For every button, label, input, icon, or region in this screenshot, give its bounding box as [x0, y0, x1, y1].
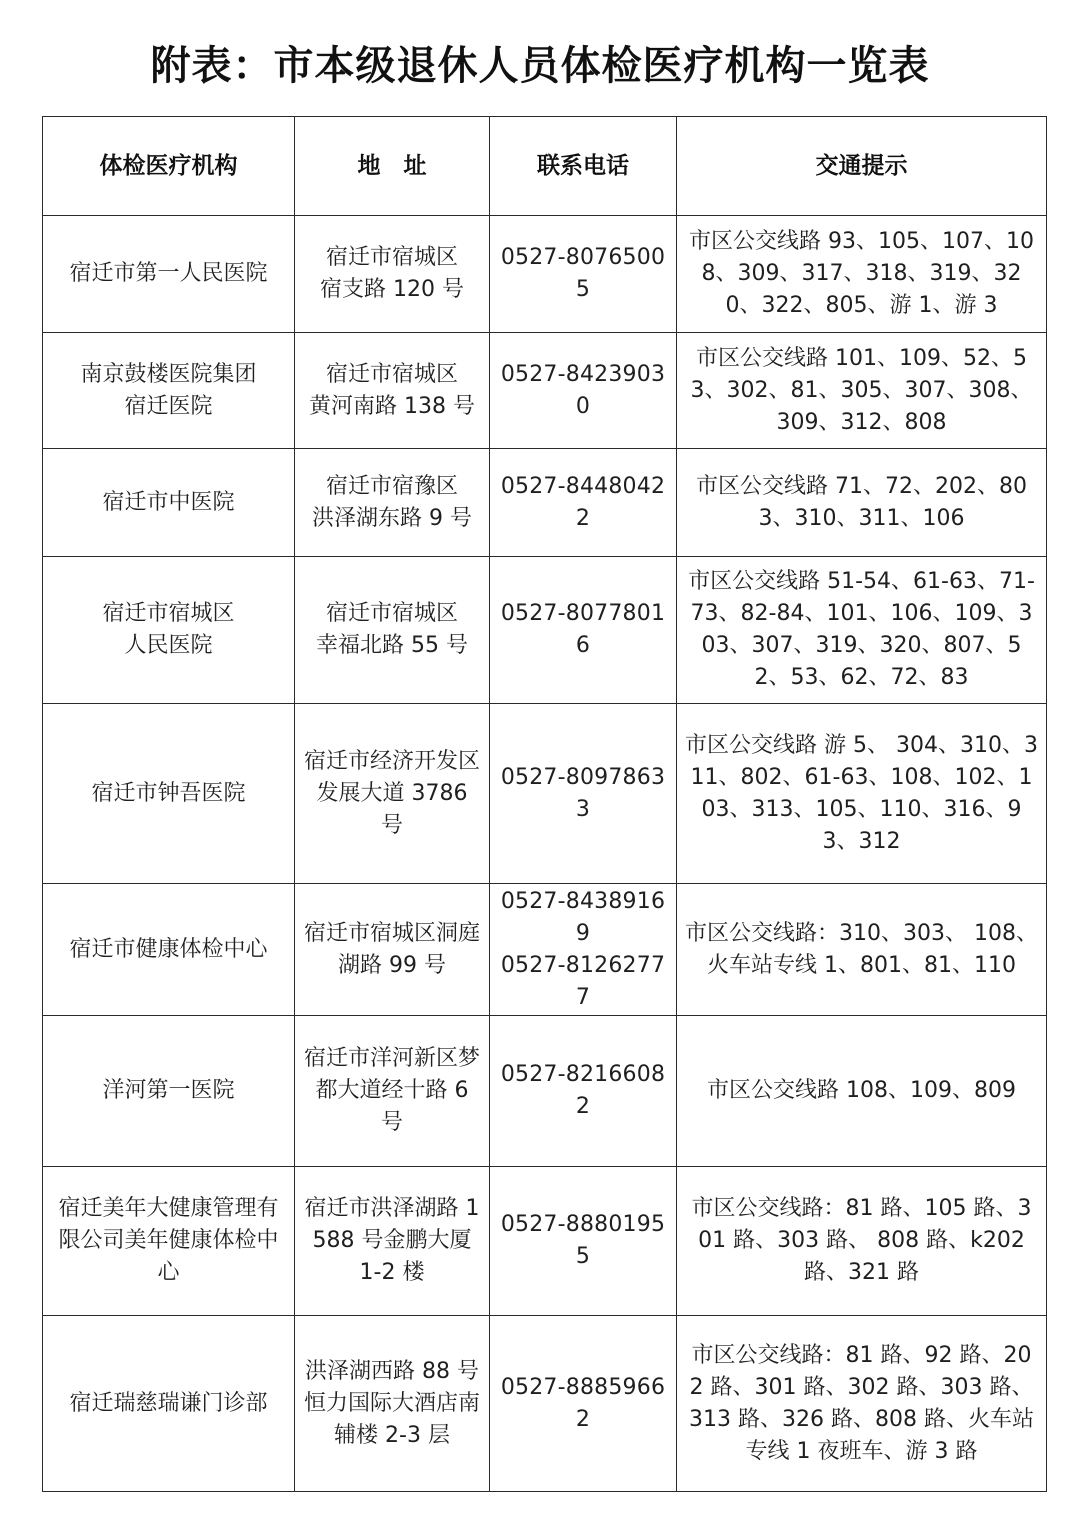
transit-cell [677, 1316, 1047, 1492]
transit-info: 市区公交线路：81 路、105 路、301 路、303 路、 808 路、k202 路、321 路 [691, 1196, 1032, 1285]
phone-number: 0527-84239030 [500, 361, 666, 419]
transit-cell [677, 1016, 1047, 1167]
table-row [43, 1016, 1047, 1167]
institution-name: 宿迁市中医院 [102, 489, 235, 515]
table-row [43, 704, 1047, 884]
table-row [43, 1316, 1047, 1492]
address-cell [295, 884, 490, 1016]
header-transit: 交通提示 [677, 117, 1047, 216]
transit-cell [677, 216, 1047, 333]
phone-cell [490, 1016, 677, 1167]
transit-info: 市区公交线路 93、105、107、108、309、317、318、319、320、322、805、游 1、游 3 [689, 229, 1034, 318]
transit-cell [677, 449, 1047, 557]
transit-info: 市区公交线路 108、109、809 [707, 1078, 1016, 1103]
table-row [43, 1167, 1047, 1316]
table-row [43, 884, 1047, 1016]
address-cell [295, 704, 490, 884]
header-institution: 体检医疗机构 [43, 117, 295, 216]
institution-name-cell [43, 884, 295, 1016]
institution-name-cell [43, 449, 295, 557]
address: 宿迁市宿豫区 洪泽湖东路 9 号 [312, 473, 472, 531]
institution-table [42, 116, 1047, 1492]
phone-number: 0527-88859662 [500, 1374, 666, 1432]
header-address: 地 址 [295, 117, 490, 216]
transit-cell [677, 333, 1047, 449]
address: 洪泽湖西路 88 号恒力国际大酒店南辅楼 2-3 层 [303, 1358, 480, 1448]
transit-info: 市区公交线路 71、72、202、803、310、311、106 [696, 473, 1027, 531]
institution-name: 宿迁市第一人民医院 [69, 261, 268, 286]
transit-info: 市区公交线路：81 路、92 路、202 路、301 路、302 路、303 路、313 路、326 路、808 路、火车站专线 1 夜班车、游 3 路 [689, 1342, 1034, 1464]
phone-number: 0527-88801955 [500, 1212, 666, 1269]
address: 宿迁市宿城区洞庭湖路 99 号 [303, 920, 480, 978]
table-row [43, 449, 1047, 557]
transit-info: 市区公交线路 游 5、 304、310、311、802、61-63、108、102、103、313、105、110、316、93、312 [685, 732, 1038, 854]
table-row [43, 557, 1047, 704]
address: 宿迁市洋河新区梦都大道经十路 6 号 [303, 1046, 480, 1135]
address: 宿迁市宿城区 黄河南路 138 号 [309, 361, 475, 419]
address: 宿迁市经济开发区发展大道 3786 号 [303, 748, 480, 838]
transit-cell [677, 704, 1047, 884]
transit-info: 市区公交线路 101、109、52、53、302、81、305、307、308、309、312、808 [690, 345, 1033, 435]
address-cell [295, 1316, 490, 1492]
phone-cell [490, 333, 677, 449]
address-cell [295, 216, 490, 333]
phone-cell [490, 704, 677, 884]
address-cell [295, 1016, 490, 1167]
institution-name: 宿迁瑞慈瑞谦门诊部 [69, 1390, 268, 1416]
address-cell [295, 557, 490, 704]
table-row [43, 216, 1047, 333]
table-row [43, 333, 1047, 449]
institution-name-cell [43, 557, 295, 704]
address: 宿迁市宿城区 宿支路 120 号 [320, 245, 464, 302]
institution-name: 洋河第一医院 [102, 1078, 235, 1103]
transit-cell [677, 1167, 1047, 1316]
phone-number: 0527-82166082 [500, 1062, 666, 1119]
institution-name: 宿迁市健康体检中心 [69, 936, 268, 962]
phone-cell [490, 1316, 677, 1492]
phone-number: 0527-80978633 [500, 764, 666, 822]
address-cell [295, 1167, 490, 1316]
phone-number: 0527-84480422 [500, 473, 666, 531]
phone-cell [490, 1167, 677, 1316]
phone-cell [490, 884, 677, 1016]
address: 宿迁市宿城区 幸福北路 55 号 [316, 601, 468, 658]
institution-name: 宿迁美年大健康管理有限公司美年健康体检中心 [58, 1196, 279, 1285]
address-cell [295, 333, 490, 449]
institution-name: 南京鼓楼医院集团 宿迁医院 [80, 361, 257, 419]
institution-name-cell [43, 1016, 295, 1167]
page-title: 附表：市本级退休人员体检医疗机构一览表 [150, 42, 930, 89]
institution-name: 宿迁市宿城区 人民医院 [102, 601, 235, 658]
phone-number: 0527-80778016 [500, 601, 666, 658]
address-cell [295, 449, 490, 557]
table-header-row [43, 117, 1047, 216]
transit-cell [677, 884, 1047, 1016]
phone-cell [490, 216, 677, 333]
header-phone: 联系电话 [490, 117, 677, 216]
institution-name-cell [43, 704, 295, 884]
institution-name-cell [43, 1316, 295, 1492]
institution-name-cell [43, 1167, 295, 1316]
phone-cell [490, 449, 677, 557]
phone-cell [490, 557, 677, 704]
institution-name-cell [43, 216, 295, 333]
institution-name-cell [43, 333, 295, 449]
phone-number: 0527-80765005 [500, 245, 666, 302]
transit-cell [677, 557, 1047, 704]
address: 宿迁市洪泽湖路 1588 号金鹏大厦 1-2 楼 [304, 1196, 480, 1285]
transit-info: 市区公交线路 51-54、61-63、71-73、82-84、101、106、109、303、307、319、320、807、52、53、62、72、83 [688, 569, 1035, 690]
transit-info: 市区公交线路：310、303、 108、火车站专线 1、801、81、110 [685, 920, 1038, 978]
phone-number: 0527-84389169 0527-81262777 [500, 888, 666, 1010]
institution-name: 宿迁市钟吾医院 [91, 780, 246, 806]
